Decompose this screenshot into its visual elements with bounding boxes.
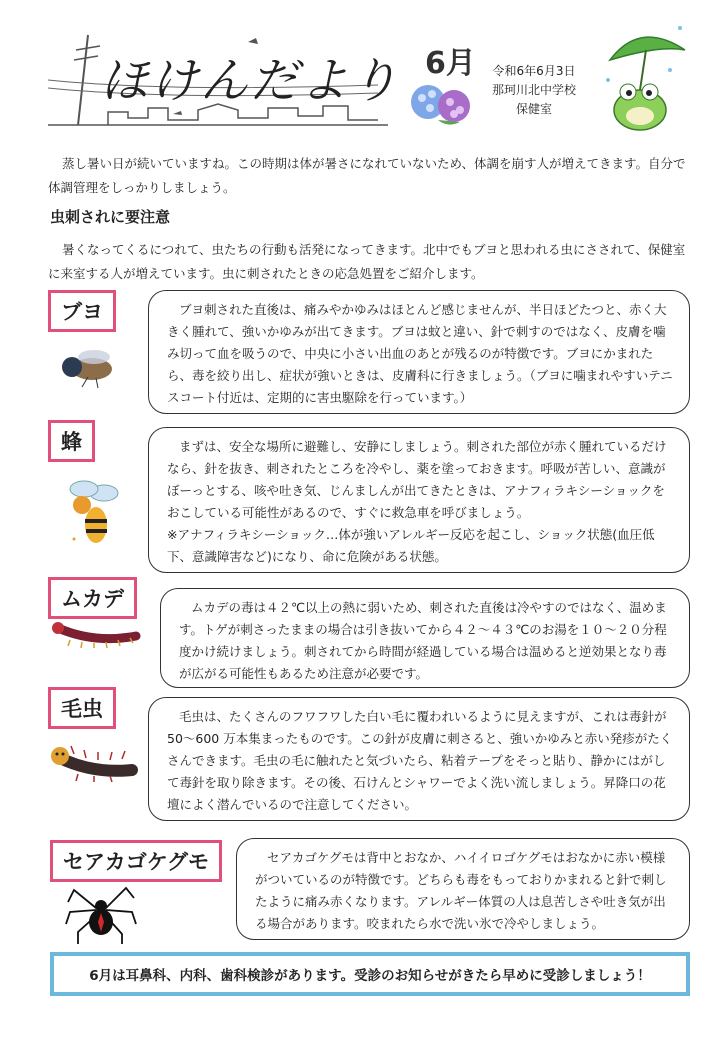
section-heading: 虫刺されに要注意 [50, 208, 171, 226]
insect-note-bee: ※アナフィラキシーショック…体が強いアレルギー反応を起こし、ショック状態(血圧低下、意識障害など)になり、命に危険がある状態。 [167, 527, 655, 564]
insect-info-caterpillar [148, 697, 690, 821]
insect-text-buyo: ブヨ刺された直後は、痛みやかゆみはほとんど感じませんが、半日ほどたつと、赤く大きく腫れて、強いかゆみが出てきます。ブヨは蚊と違い、針で刺すのではなく、皮膚を噛み切って血を吸うので、中央に小さい出血のあとが残るのが特徴です。ブヨにかまれたら、毒を絞り出し、症状が強いときは、皮膚科に行きましょう。（ブヨに噛まれやすいテニスコート付近は、定期的に害虫駆除を行っています。） [167, 302, 673, 405]
newsletter-title: ほけんだより [100, 53, 401, 109]
insect-text-spider: セアカゴケグモは背中とおなか、ハイイロゴケグモはおなかに赤い模様がついているのが特徴です。どちらも毒をもっておりかまれると針で刺したように痛み赤くなります。アレルギー体質の人は息苦しさや吐き気が出る場合があります。咬まれたら水で洗い氷で冷やしましょう。 [255, 850, 667, 931]
buyo-icon [58, 345, 118, 390]
insect-text-caterpillar: 毛虫は、たくさんのフワフワした白い毛に覆われいるように見えますが、これは毒針が 50～600 万本集まったものです。この針が皮膚に刺さると、強いかゆみと赤い発疹がたくさんできます。毛虫の毛に触れたと気づいたら、粘着テープをそっと貼り、静かにはがして毒針を取り除きます。その後、石けんとシャワーでよく洗い流しましょう。昇降口の花壇によく潜んでいるので注意してください。 [167, 709, 673, 812]
checkup-notice [50, 952, 690, 996]
insect-info-centipede [160, 588, 690, 688]
section-lead: 暑くなってくるにつれて、虫たちの行動も活発になってきます。北中でもブヨと思われる虫にさされて、保健室に来室する人が増えています。虫に刺されたときの応急処置をご紹介します。 [48, 242, 686, 281]
insect-label-caterpillar: 毛虫 [48, 687, 116, 729]
insect-label-buyo: ブヨ [48, 290, 116, 332]
frog-umbrella-icon [600, 20, 690, 135]
bee-icon [62, 475, 124, 550]
school-name: 那珂川北中学校 [491, 83, 576, 97]
insect-info-bee [148, 427, 690, 573]
insect-label-bee: 蜂 [48, 420, 95, 462]
issue-month: 6月 [425, 46, 476, 81]
issue-meta [488, 62, 580, 119]
checkup-notice-text: 6月は耳鼻科、内科、歯科検診があります。受診のお知らせがきたら早めに受診しましょう！ [89, 968, 651, 984]
office-name: 保健室 [515, 102, 552, 116]
hydrangea-icon [408, 80, 478, 130]
insect-info-buyo [148, 290, 690, 414]
centipede-icon [50, 618, 140, 648]
insect-info-spider [236, 838, 690, 940]
insect-text-centipede: ムカデの毒は４２℃以上の熱に弱いため、刺された直後は冷やすのではなく、温めます。トゲが刺さったままの場合は引き抜いてから４２～４３℃のお湯を１０～２０分程度かけ続けましょう。刺されてから時間が経過している場合は温めると逆効果となり毒が広がる可能性もあるため注意が必要です。 [179, 600, 667, 681]
issue-date: 令和6年6月3日 [492, 64, 576, 78]
insect-label-spider: セアカゴケグモ [50, 840, 222, 882]
caterpillar-icon [48, 740, 138, 782]
redback-spider-icon [64, 872, 138, 946]
insect-text-bee: まずは、安全な場所に避難し、安静にしましょう。刺された部位が赤く腫れているだけなら、針を抜き、刺されたところを冷やし、薬を塗っておきます。呼吸が苦しい、意識がぼーっとする、咳や吐き気、じんましんが出てきたときは、アナフィラキシーショックをおこしている可能性があるので、すぐに救急車を呼びましょう。 [167, 439, 667, 520]
intro-paragraph: 蒸し暑い日が続いていますね。この時期は体が暑さになれていないため、体調を崩す人が増えてきます。自分で体調管理をしっかりしましょう。 [48, 156, 686, 195]
insect-label-centipede: ムカデ [48, 577, 137, 619]
